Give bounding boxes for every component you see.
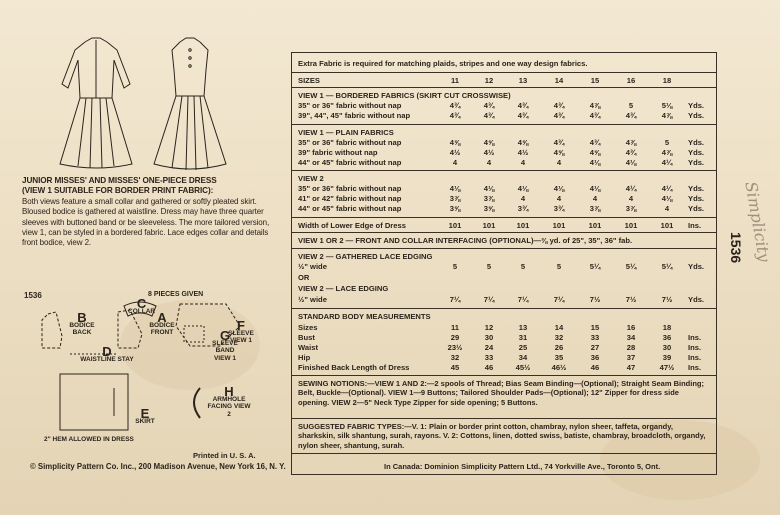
measurement-row-cell: 30 (662, 343, 672, 352)
section-divider (292, 217, 716, 218)
piece-bodice-front: A BODICE FRONT (149, 310, 175, 336)
view1-plain-row-label: 35" or 36" fabric without nap (298, 138, 402, 147)
view2-row-cell: 4⅛ (661, 194, 673, 203)
skirt-piece-shape (60, 374, 128, 430)
view2-row-cell: 4 (556, 194, 562, 203)
view1-plain-row-cell: 4 (556, 158, 562, 167)
measurement-row-cell: 26 (554, 343, 564, 352)
measurement-row-cell: 46½ (551, 363, 567, 372)
size-cell: 16 (626, 76, 636, 85)
view1-plain-row-label: 44" or 45" fabric without nap (298, 158, 402, 167)
section-divider (292, 87, 716, 88)
view1-bordered-row-cell: 4¾ (517, 111, 529, 120)
bodice-front-shape (118, 310, 142, 348)
view1-plain-row-cell: 4½ (483, 148, 495, 157)
lace-edging-title: VIEW 2 — LACE EDGING (298, 284, 389, 293)
armhole-facing-shape (194, 388, 200, 418)
view2-row-unit: Yds. (688, 204, 705, 213)
view1-plain-row-cell: 4⅛ (625, 158, 637, 167)
view1-plain-row-cell: 4 (520, 158, 526, 167)
gathered-lace-cell: 5 (452, 262, 458, 271)
measurement-row-unit: Ins. (688, 363, 702, 372)
view1-bordered-row-cell: 4¾ (589, 111, 601, 120)
gathered-lace-cell: 5¼ (625, 262, 637, 271)
view1-plain-row-cell: 4 (486, 158, 492, 167)
view2-row-cell: 4⅛ (589, 184, 601, 193)
view1-plain-row-cell: 4½ (449, 148, 461, 157)
piece-collar: C COLLAR (128, 296, 156, 315)
lace-edging-unit: Yds. (688, 295, 705, 304)
view2-row-unit: Yds. (688, 194, 705, 203)
view1-bordered-row-cell: 4¾ (483, 101, 495, 110)
measurement-row-cell: 12 (484, 323, 494, 332)
measurement-row-cell: 45 (450, 363, 460, 372)
view1-plain-row-cell: 5 (664, 138, 670, 147)
printed-in-usa: Printed in U. S. A. (193, 451, 256, 460)
dress-illustrations (40, 36, 240, 174)
view1-bordered-row-cell: 4¾ (517, 101, 529, 110)
view2-row-cell: 4 (520, 194, 526, 203)
view1-bordered-row-cell: 4¾ (553, 101, 565, 110)
size-cell: 14 (554, 76, 564, 85)
piece-skirt: E SKIRT (135, 406, 155, 425)
lower-edge-cell: 101 (516, 221, 530, 230)
view1-bordered-row-label: 35" or 36" fabric without nap (298, 101, 402, 110)
lace-edging-cell: 7½ (661, 295, 673, 304)
measurement-row-cell: 34 (626, 333, 636, 342)
measurement-row-cell: 24 (484, 343, 494, 352)
view2-row-label: 41" or 42" fabric without nap (298, 194, 402, 203)
view2-row-cell: 3⅞ (449, 194, 461, 203)
view1-plain-row-cell: 4¾ (589, 138, 601, 147)
measurement-row-cell: 32 (450, 353, 460, 362)
measurement-row-cell: 18 (662, 323, 672, 332)
view1-plain-row-cell: 4¾ (625, 148, 637, 157)
view1-plain-row-cell: 4⅝ (589, 148, 601, 157)
view1-bordered-title: VIEW 1 — BORDERED FABRICS (SKIRT CUT CROSSWISE) (298, 91, 511, 100)
measurement-row-label: Sizes (298, 323, 318, 332)
pattern-description (22, 176, 284, 249)
size-cell: 12 (484, 76, 494, 85)
side-pattern-number: 1536 (728, 232, 744, 264)
dress-view-1-drawing (60, 38, 132, 168)
canada-address: In Canada: Dominion Simplicity Pattern Ltd., 74 Yorkville Ave., Toronto 5, Ont. (384, 462, 661, 471)
lace-edging-cell: 7¼ (517, 295, 529, 304)
sleeve-band-shape (184, 326, 204, 342)
view1-bordered-row-cell: 5 (628, 101, 634, 110)
view2-row-cell: 3⅞ (589, 204, 601, 213)
view1-plain-row-cell: 4⅞ (661, 148, 673, 157)
view1-bordered-row-cell: 5⅛ (661, 101, 673, 110)
lace-edging-cell: 7¼ (483, 295, 495, 304)
view2-row-cell: 4 (628, 194, 634, 203)
piece-armhole-facing: H ARMHOLE FACING VIEW 2 (207, 384, 251, 418)
lace-edging-cell: 7½ (625, 295, 637, 304)
view2-row-label: 44" or 45" fabric without nap (298, 204, 402, 213)
pattern-number-small: 1536 (24, 291, 42, 300)
sewing-notions: SEWING NOTIONS:—VIEW 1 AND 2:—2 spools of Thread; Bias Seam Binding—(Optional); Straight Seam Binding; Belt, Buckle—(Optional). VIEW 1—9 Buttons; Tailored Shoulder Pads—(Optional); 12" Zipper for dress side opening. VIEW 2—5" Neck Type Zipper for side opening; 5 Buttons. (298, 379, 704, 407)
lower-edge-unit: Ins. (688, 221, 702, 230)
measurement-row-cell: 31 (518, 333, 528, 342)
lower-edge-cell: 101 (588, 221, 602, 230)
measurement-row-cell: 47 (626, 363, 636, 372)
measurement-row-cell: 28 (626, 343, 636, 352)
view2-title: VIEW 2 (298, 174, 324, 183)
measurement-row-cell: 47½ (659, 363, 675, 372)
measurement-row-cell: 16 (626, 323, 636, 332)
sizes-row (292, 72, 716, 73)
view1-bordered-row-cell: 4¾ (449, 101, 461, 110)
section-divider (292, 124, 716, 125)
measurement-row-cell: 27 (590, 343, 600, 352)
measurement-row-cell: 14 (554, 323, 564, 332)
pattern-subtitle: (VIEW 1 SUITABLE FOR BORDER PRINT FABRIC): (22, 186, 214, 196)
measurement-row-cell: 39 (662, 353, 672, 362)
gathered-lace-cell: 5¼ (589, 262, 601, 271)
measurement-row-cell: 34 (518, 353, 528, 362)
view2-row-cell: 4⅛ (483, 184, 495, 193)
pattern-body-text: Both views feature a small collar and gathered or softly pleated skirt. Bloused bodice is gathered at waistline. Dress may have three quarter sleeves with buttoned band or be sleeveless. The more tailored version, view 1, can be styled in a bordered fabric. Lace edges collar and details front bodice, view 2. (22, 196, 270, 248)
view1-plain-row-cell: 4⅝ (449, 138, 461, 147)
view1-plain-row-unit: Yds. (688, 148, 705, 157)
measurement-row-unit: Ins. (688, 353, 702, 362)
section-divider (292, 453, 716, 454)
measurement-row-cell: 23½ (447, 343, 463, 352)
gathered-lace-title: VIEW 2 — GATHERED LACE EDGING (298, 252, 433, 261)
view1-bordered-row-unit: Yds. (688, 101, 705, 110)
view2-row-label: 35" or 36" fabric without nap (298, 184, 402, 193)
gathered-lace-unit: Yds. (688, 262, 705, 271)
view2-row-cell: 3¾ (517, 204, 529, 213)
lower-edge-cell: 101 (624, 221, 638, 230)
measurement-row-unit: Ins. (688, 343, 702, 352)
size-cell: 18 (662, 76, 672, 85)
view1-bordered-row-unit: Yds. (688, 111, 705, 120)
pattern-title: JUNIOR MISSES' AND MISSES' ONE-PIECE DRESS (22, 176, 217, 185)
section-divider (292, 308, 716, 309)
gathered-lace-cell: 5¼ (661, 262, 673, 271)
view2-row-cell: 4 (592, 194, 598, 203)
measurement-row-label: Waist (298, 343, 318, 352)
measurement-row-cell: 46 (590, 363, 600, 372)
view1-plain-row-unit: Yds. (688, 158, 705, 167)
measurement-row-cell: 33 (484, 353, 494, 362)
hem-note: 2" HEM ALLOWED IN DRESS (44, 436, 134, 443)
view2-row-cell: 3⅝ (483, 204, 495, 213)
size-cell: 15 (590, 76, 600, 85)
measurement-row-cell: 36 (590, 353, 600, 362)
view1-plain-row-cell: 4 (452, 158, 458, 167)
view2-row-cell: 4⅛ (517, 184, 529, 193)
section-divider (292, 232, 716, 233)
view1-bordered-row-cell: 4¾ (483, 111, 495, 120)
measurement-row-label: Bust (298, 333, 315, 342)
view2-row-cell: 4¼ (625, 184, 637, 193)
piece-sleeve-view1: F SLEEVE VIEW 1 (228, 318, 254, 344)
sizes-label: SIZES (298, 76, 320, 85)
view2-row-cell: 4⅛ (553, 184, 565, 193)
company-address: © Simplicity Pattern Co. Inc., 200 Madison Avenue, New York 16, N. Y. (30, 462, 286, 471)
view1-plain-row-cell: 4⅝ (517, 138, 529, 147)
section-divider (292, 248, 716, 249)
fabric-types: SUGGESTED FABRIC TYPES:—V. 1: Plain or border print cotton, chambray, nylon sheer, taffeta, organdy, sharkskin, silk shantung, surah, rayons. V. 2: Cottons, linen, dotted swiss, batiste, chambray, broadcloth, organdy, nylon sheer, shantung, surah. (298, 422, 706, 450)
measurement-row-cell: 35 (554, 353, 564, 362)
view2-row-unit: Yds. (688, 184, 705, 193)
view1-plain-row-unit: Yds. (688, 138, 705, 147)
view1-plain-row-cell: 4⅝ (483, 138, 495, 147)
view1-bordered-row-label: 39", 44", 45" fabric without nap (298, 111, 411, 120)
interfacing-note: VIEW 1 OR 2 — FRONT AND COLLAR INTERFACING (OPTIONAL)—⅜ yd. of 25", 35", 36" fab. (298, 236, 633, 245)
or-label: OR (298, 273, 310, 282)
view1-plain-row-cell: 4⅞ (625, 138, 637, 147)
gathered-lace-cell: 5 (486, 262, 492, 271)
view1-bordered-row-cell: 4¾ (553, 111, 565, 120)
measurement-row-cell: 15 (590, 323, 600, 332)
view1-bordered-row-cell: 4¾ (449, 111, 461, 120)
measurement-row-cell: 13 (518, 323, 528, 332)
view1-bordered-row-cell: 4⅞ (589, 101, 601, 110)
view2-row-cell: 4¼ (661, 184, 673, 193)
gathered-lace-label: ½" wide (298, 262, 327, 271)
measurement-row-cell: 37 (626, 353, 636, 362)
lower-edge-cell: 101 (448, 221, 462, 230)
dress-view-2-drawing (154, 38, 226, 170)
view2-row-cell: 3¾ (553, 204, 565, 213)
pieces-given: 8 PIECES GIVEN (148, 291, 204, 298)
view1-plain-row-cell: 4¾ (553, 138, 565, 147)
view2-row-cell: 4 (664, 204, 670, 213)
measurement-row-unit: Ins. (688, 333, 702, 342)
measurement-row-cell: 46 (484, 363, 494, 372)
view2-row-cell: 3⅞ (483, 194, 495, 203)
measurement-row-label: Hip (298, 353, 311, 362)
lace-edging-label: ½" wide (298, 295, 327, 304)
yardage-chart (291, 52, 717, 475)
extra-fabric-note: Extra Fabric is required for matching plaids, stripes and one way design fabrics. (298, 59, 588, 68)
section-divider (292, 375, 716, 376)
view1-plain-row-cell: 4¼ (661, 158, 673, 167)
piece-sleeve-band: G SLEEVE BAND VIEW 1 (212, 328, 238, 362)
lower-edge-cell: 101 (660, 221, 674, 230)
view1-bordered-row-cell: 4¾ (625, 111, 637, 120)
size-cell: 13 (518, 76, 528, 85)
lower-edge-label: Width of Lower Edge of Dress (298, 221, 406, 230)
measurement-row-cell: 25 (518, 343, 528, 352)
section-divider (292, 418, 716, 419)
measurement-row-cell: 36 (662, 333, 672, 342)
measurement-row-cell: 45½ (515, 363, 531, 372)
lace-edging-cell: 7¼ (449, 295, 461, 304)
view2-row-cell: 3⅞ (625, 204, 637, 213)
measurements-title: STANDARD BODY MEASUREMENTS (298, 312, 431, 321)
view1-plain-row-label: 39" fabric without nap (298, 148, 378, 157)
lower-edge-cell: 101 (482, 221, 496, 230)
gathered-lace-cell: 5 (520, 262, 526, 271)
measurement-row-label: Finished Back Length of Dress (298, 363, 410, 372)
size-cell: 11 (450, 76, 460, 85)
lower-edge-cell: 101 (552, 221, 566, 230)
view1-plain-title: VIEW 1 — PLAIN FABRICS (298, 128, 394, 137)
view2-row-cell: 3⅝ (449, 204, 461, 213)
measurement-row-cell: 32 (554, 333, 564, 342)
piece-waistline-stay: D WAISTLINE STAY (80, 344, 134, 363)
piece-bodice-back: B BODICE BACK (69, 310, 95, 336)
gathered-lace-cell: 5 (556, 262, 562, 271)
view1-bordered-row-cell: 4⅞ (661, 111, 673, 120)
lace-edging-cell: 7½ (589, 295, 601, 304)
measurement-row-cell: 29 (450, 333, 460, 342)
view2-row-cell: 4⅛ (449, 184, 461, 193)
measurement-row-cell: 30 (484, 333, 494, 342)
view1-plain-row-cell: 4½ (517, 148, 529, 157)
measurement-row-cell: 11 (450, 323, 460, 332)
section-divider (292, 170, 716, 171)
view1-plain-row-cell: 4⅝ (553, 148, 565, 157)
bodice-back-shape (42, 312, 62, 348)
brand-logo-text: Simplicity (741, 180, 775, 264)
view1-plain-row-cell: 4⅛ (589, 158, 601, 167)
lace-edging-cell: 7¼ (553, 295, 565, 304)
measurement-row-cell: 33 (590, 333, 600, 342)
